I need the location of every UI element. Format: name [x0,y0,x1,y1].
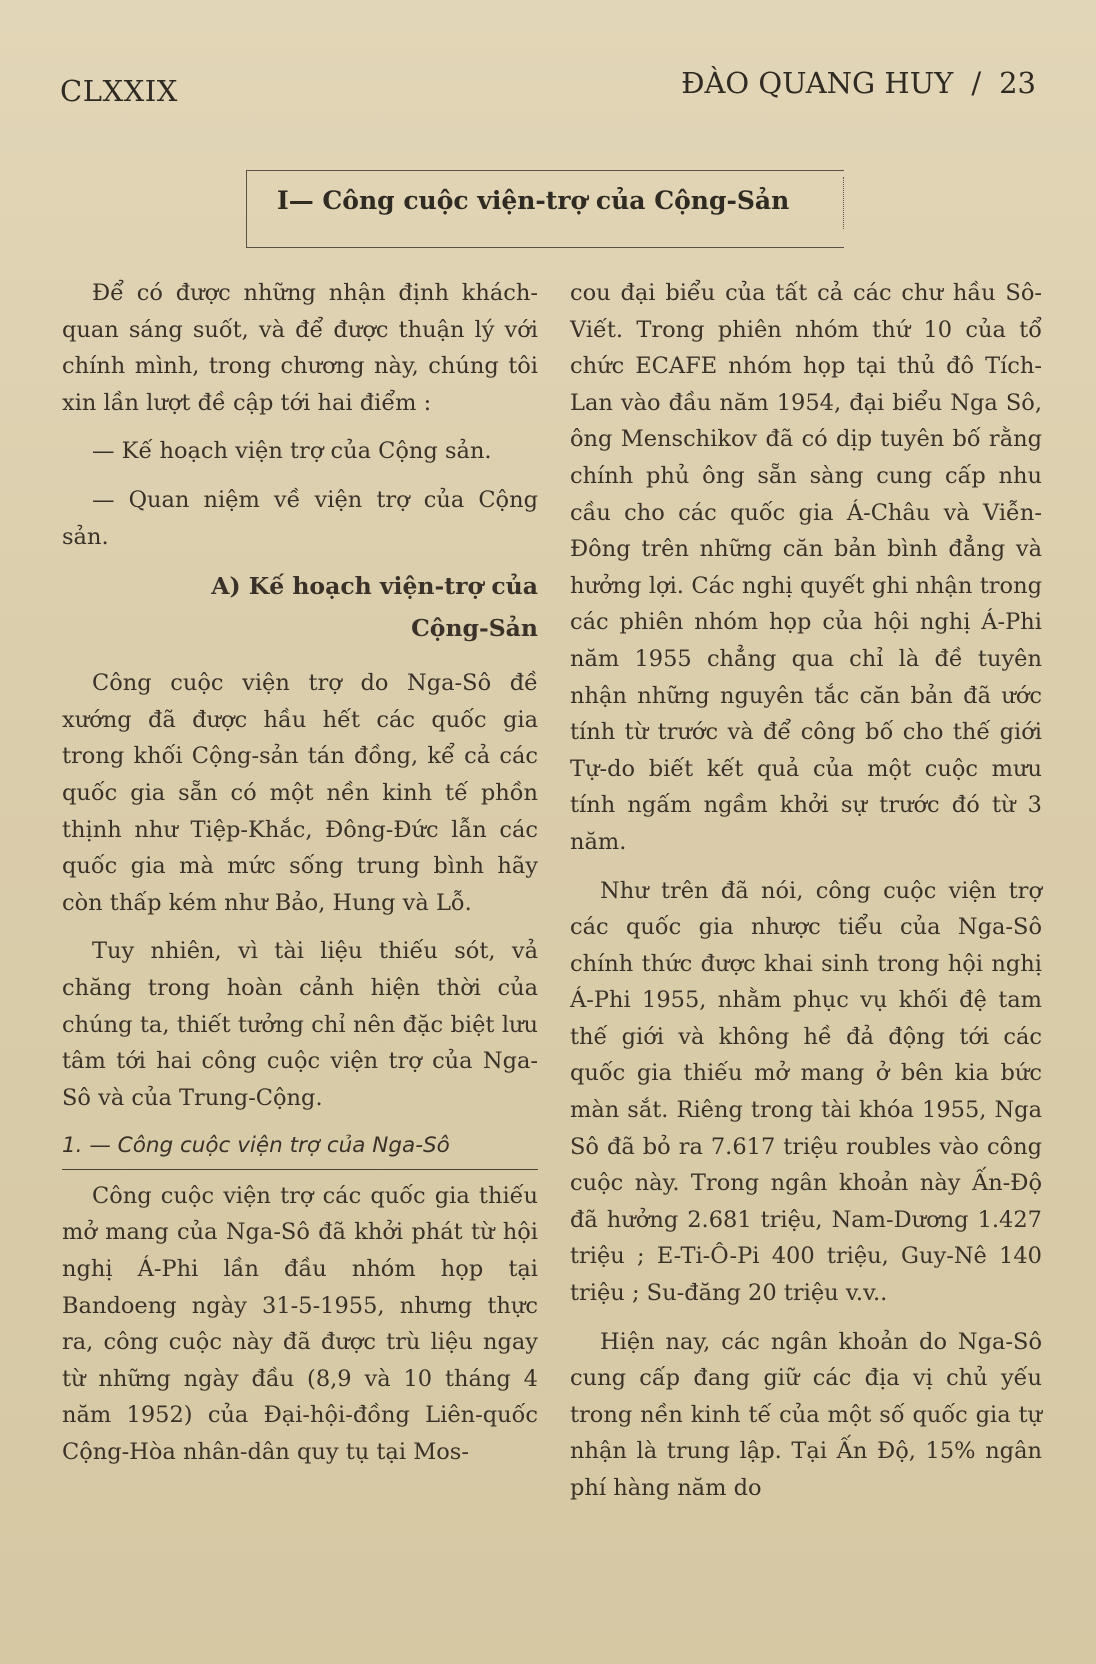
section-title: I— Công cuộc viện-trợ của Cộng-Sản [277,186,790,215]
body-paragraph: Tuy nhiên, vì tài liệu thiếu sót, vả chăng trong hoàn cảnh hiện thời của chúng ta, thiết tưởng chỉ nên đặc biệt lưu tâm tới hai công cuộc viện trợ của Nga-Sô và của Trung-Cộng. [62,938,538,1111]
body-paragraph: Công cuộc viện trợ các quốc gia thiếu mở mang của Nga-Sô đã khởi phát từ hội nghị Á-Phi lần đầu nhóm họp tại Bandoeng ngày 31-5-1955, nhưng thực ra, công cuộc này đã được trù liệu ngay từ những ngày đầu (8,9 và 10 tháng 4 năm 1952) của Đại-hội-đồng Liên-quốc Cộng-Hòa nhân-dân quy tụ tại Mos- [62,1182,538,1466]
point-one: — Kế hoạch viện trợ của Cộng sản. [92,438,492,465]
heading-a-line-1: A) Kế hoạch viện-trợ của [211,572,538,601]
heading-a [62,565,538,649]
subheading-soviet-aid: 1. — Công cuộc viện trợ của Nga-Sô [62,1128,538,1170]
running-header [681,66,1036,100]
heading-a-line-2: Cộng-Sản [411,614,538,643]
body-paragraph: Như trên đã nói, công cuộc viện trợ các quốc gia nhược tiểu của Nga-Sô chính thức được khai sinh trong hội nghị Á-Phi 1955, nhằm phục vụ khối đệ tam thế giới và không hề đả động tới các quốc gia thiếu mở mang ở bên kia bức màn sắt. Riêng trong tài khóa 1955, Nga Sô đã bỏ ra 7.617 triệu roubles vào công cuộc này. Trong ngân khoản này Ấn-Độ đã hưởng 2.681 triệu, Nam-Dương 1.427 triệu ; E-Ti-Ô-Pi 400 triệu, Guy-Nê 140 triệu ; Su-đăng 20 triệu v.v.. [570,877,1042,1307]
body-paragraph: cou đại biểu của tất cả các chư hầu Sô-Viết. Trong phiên nhóm thứ 10 của tổ chức ECAFE nhóm họp tại thủ đô Tích-Lan vào đầu năm 1954, đại biểu Nga Sô, ông Menschikov đã có dịp tuyên bố rằng chính phủ ông sẵn sàng cung cấp nhu cầu cho các quốc gia Á-Châu và Viễn-Đông trên những căn bản bình đẳng và hưởng lợi. Các nghị quyết ghi nhận trong các phiên nhóm họp của hội nghị Á-Phi năm 1955 chẳng qua chỉ là đề tuyên nhận những nguyên tắc căn bản đã ước tính từ trước và để công bố cho thế giới Tự-do biết kết quả của một cuộc mưu tính ngấm ngầm khởi sự trước đó từ 3 năm. [570,280,1042,855]
left-column [62,275,538,1471]
header-separator: / [971,66,982,100]
section-title-box [246,170,844,248]
chapter-roman-numeral: CLXXIX [60,74,178,108]
body-paragraph: Công cuộc viện trợ do Nga-Sô đề xướng đã được hầu hết các quốc gia trong khối Cộng-sản tán đồng, kể cả các quốc gia sẵn có một nền kinh tế phồn thịnh như Tiệp-Khắc, Đông-Đức lẫn các quốc gia mà mức sống trung bình hãy còn thấp kém như Bảo, Hung và Lỗ. [62,670,538,916]
point-two: — Quan niệm về viện trợ của Cộng sản. [62,486,538,550]
intro-paragraph: Để có được những nhận định khách-quan sáng suốt, và để được thuận lý với chính mình, trong chương này, chúng tôi xin lần lượt đề cập tới hai điểm : [62,280,538,416]
page-number: 23 [999,66,1036,100]
body-paragraph: Hiện nay, các ngân khoản do Nga-Sô cung cấp đang giữ các địa vị chủ yếu trong nền kinh tế của một số quốc gia tự nhận là trung lập. Tại Ấn Độ, 15% ngân phí hàng năm do [570,1328,1042,1501]
right-column [570,275,1042,1507]
author-name: ĐÀO QUANG HUY [681,66,954,100]
